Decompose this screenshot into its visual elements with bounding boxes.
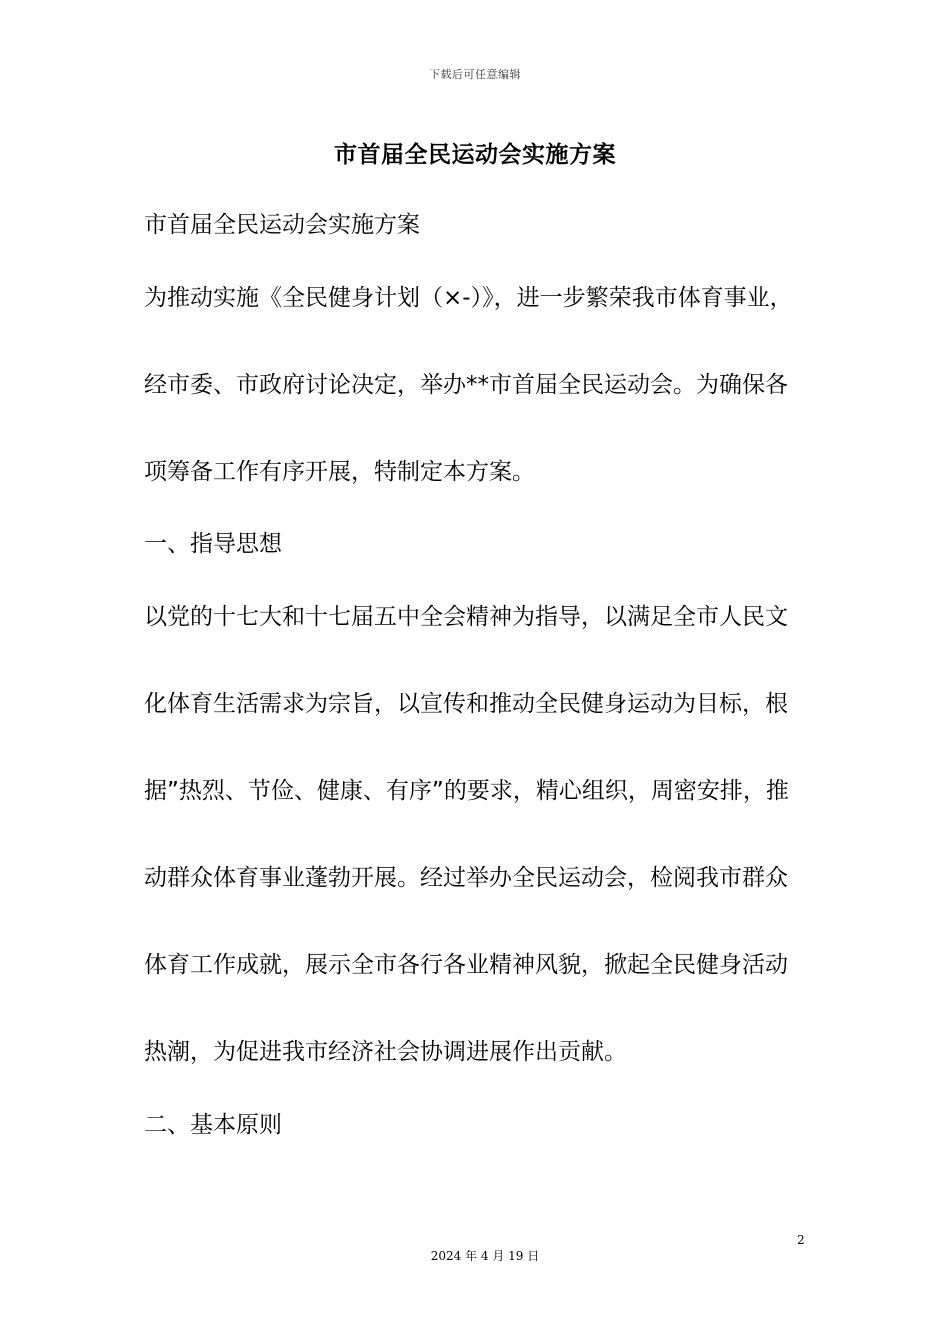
paragraph-line: 以党的十七大和十七届五中全会精神为指导，以满足全市人民文 xyxy=(144,604,788,630)
paragraph-line: 动群众体育事业蓬勃开展。经过举办全民运动会，检阅我市群众 xyxy=(144,865,788,891)
page-number: 2 xyxy=(797,1233,805,1247)
section-heading: 二、基本原则 xyxy=(144,1112,282,1138)
paragraph-line: 经市委、市政府讨论决定，举办**市首届全民运动会。为确保各 xyxy=(144,372,788,398)
header-note: 下载后可任意编辑 xyxy=(429,68,521,81)
paragraph-line: 热潮，为促进我市经济社会协调进展作出贡献。 xyxy=(144,1039,627,1065)
footer-date: 2024 年 4 月 19 日 xyxy=(430,1249,540,1263)
section-heading: 一、指导思想 xyxy=(144,531,282,557)
paragraph-line: 为推动实施《全民健身计划（×-）》，进一步繁荣我市体育事业， xyxy=(144,285,793,311)
subtitle-line: 市首届全民运动会实施方案 xyxy=(144,212,420,238)
paragraph-line: 体育工作成就，展示全市各行各业精神风貌，掀起全民健身活动 xyxy=(144,952,788,978)
paragraph-line: 项筹备工作有序开展，特制定本方案。 xyxy=(144,459,535,485)
document-title: 市首届全民运动会实施方案 xyxy=(334,142,616,168)
paragraph-line: 化体育生活需求为宗旨，以宣传和推动全民健身运动为目标，根 xyxy=(144,691,788,717)
paragraph-line: 据”热烈、节俭、健康、有序”的要求，精心组织，周密安排，推 xyxy=(144,778,789,804)
